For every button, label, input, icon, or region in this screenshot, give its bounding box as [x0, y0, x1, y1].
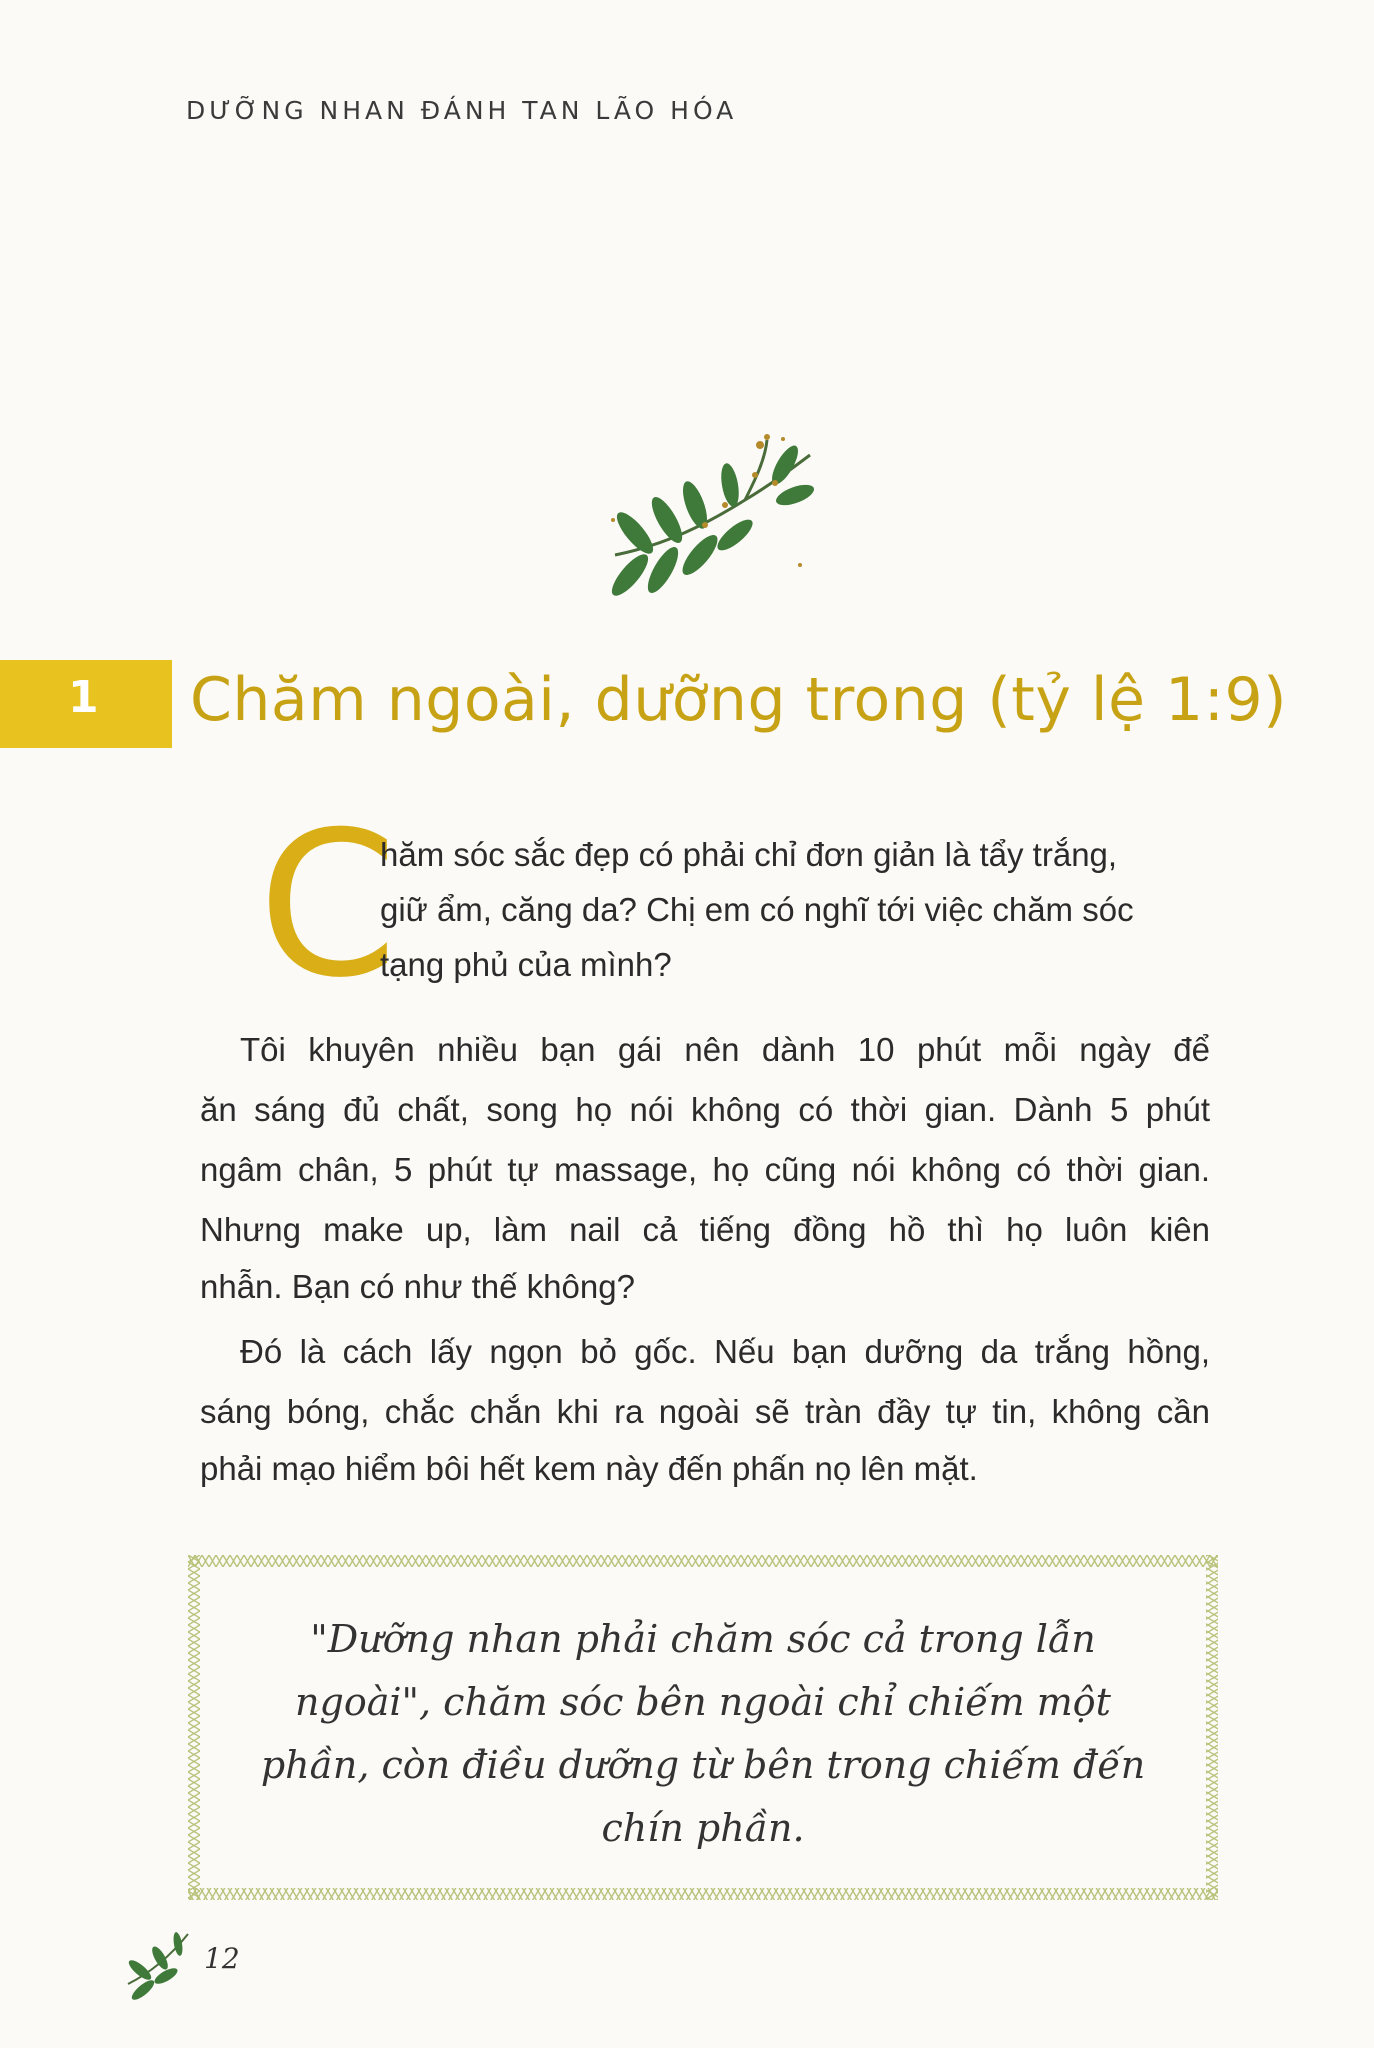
intro-line: hăm sóc sắc đẹp có phải chỉ đơn giản là tẩy trắng,	[380, 836, 1118, 873]
paragraph-line: Đó là cách lấy ngọn bỏ gốc. Nếu bạn dưỡng da trắng hồng,	[240, 1333, 1210, 1370]
paragraph-line: nhẫn. Bạn có như thế không?	[200, 1268, 635, 1305]
page-number: 12	[204, 1942, 240, 1975]
leaf-sprig-icon	[118, 1924, 198, 2000]
quote-line: chín phần.	[601, 1806, 805, 1850]
intro-line: tạng phủ của mình?	[380, 946, 672, 983]
quote-line: "Dưỡng nhan phải chăm sóc cả trong lẫn	[310, 1617, 1096, 1661]
leaf-branch-icon	[595, 425, 825, 615]
chapter-number: 1	[68, 672, 99, 723]
quote-line: phần, còn điều dưỡng từ bên trong chiếm đến	[260, 1743, 1146, 1787]
intro-line: giữ ẩm, căng da? Chị em có nghĩ tới việc chăm sóc	[380, 891, 1134, 928]
chapter-title: Chăm ngoài, dưỡng trong (tỷ lệ 1:9)	[190, 665, 1288, 735]
paragraph-line: ngâm chân, 5 phút tự massage, họ cũng nói không có thời gian.	[200, 1151, 1210, 1188]
paragraph-line: phải mạo hiểm bôi hết kem này đến phấn nọ lên mặt.	[200, 1450, 978, 1487]
quote-line: ngoài", chăm sóc bên ngoài chỉ chiếm một	[295, 1680, 1111, 1724]
paragraph-line: Tôi khuyên nhiều bạn gái nên dành 10 phút mỗi ngày để	[240, 1031, 1210, 1068]
paragraph-line: ăn sáng đủ chất, song họ nói không có thời gian. Dành 5 phút	[200, 1091, 1210, 1128]
paragraph-line: sáng bóng, chắc chắn khi ra ngoài sẽ tràn đầy tự tin, không cần	[200, 1393, 1210, 1430]
paragraph-line: Nhưng make up, làm nail cả tiếng đồng hồ thì họ luôn kiên	[200, 1211, 1210, 1248]
drop-cap: C	[258, 789, 398, 1022]
running-header: DƯỠNG NHAN ĐÁNH TAN LÃO HÓA	[186, 96, 738, 125]
